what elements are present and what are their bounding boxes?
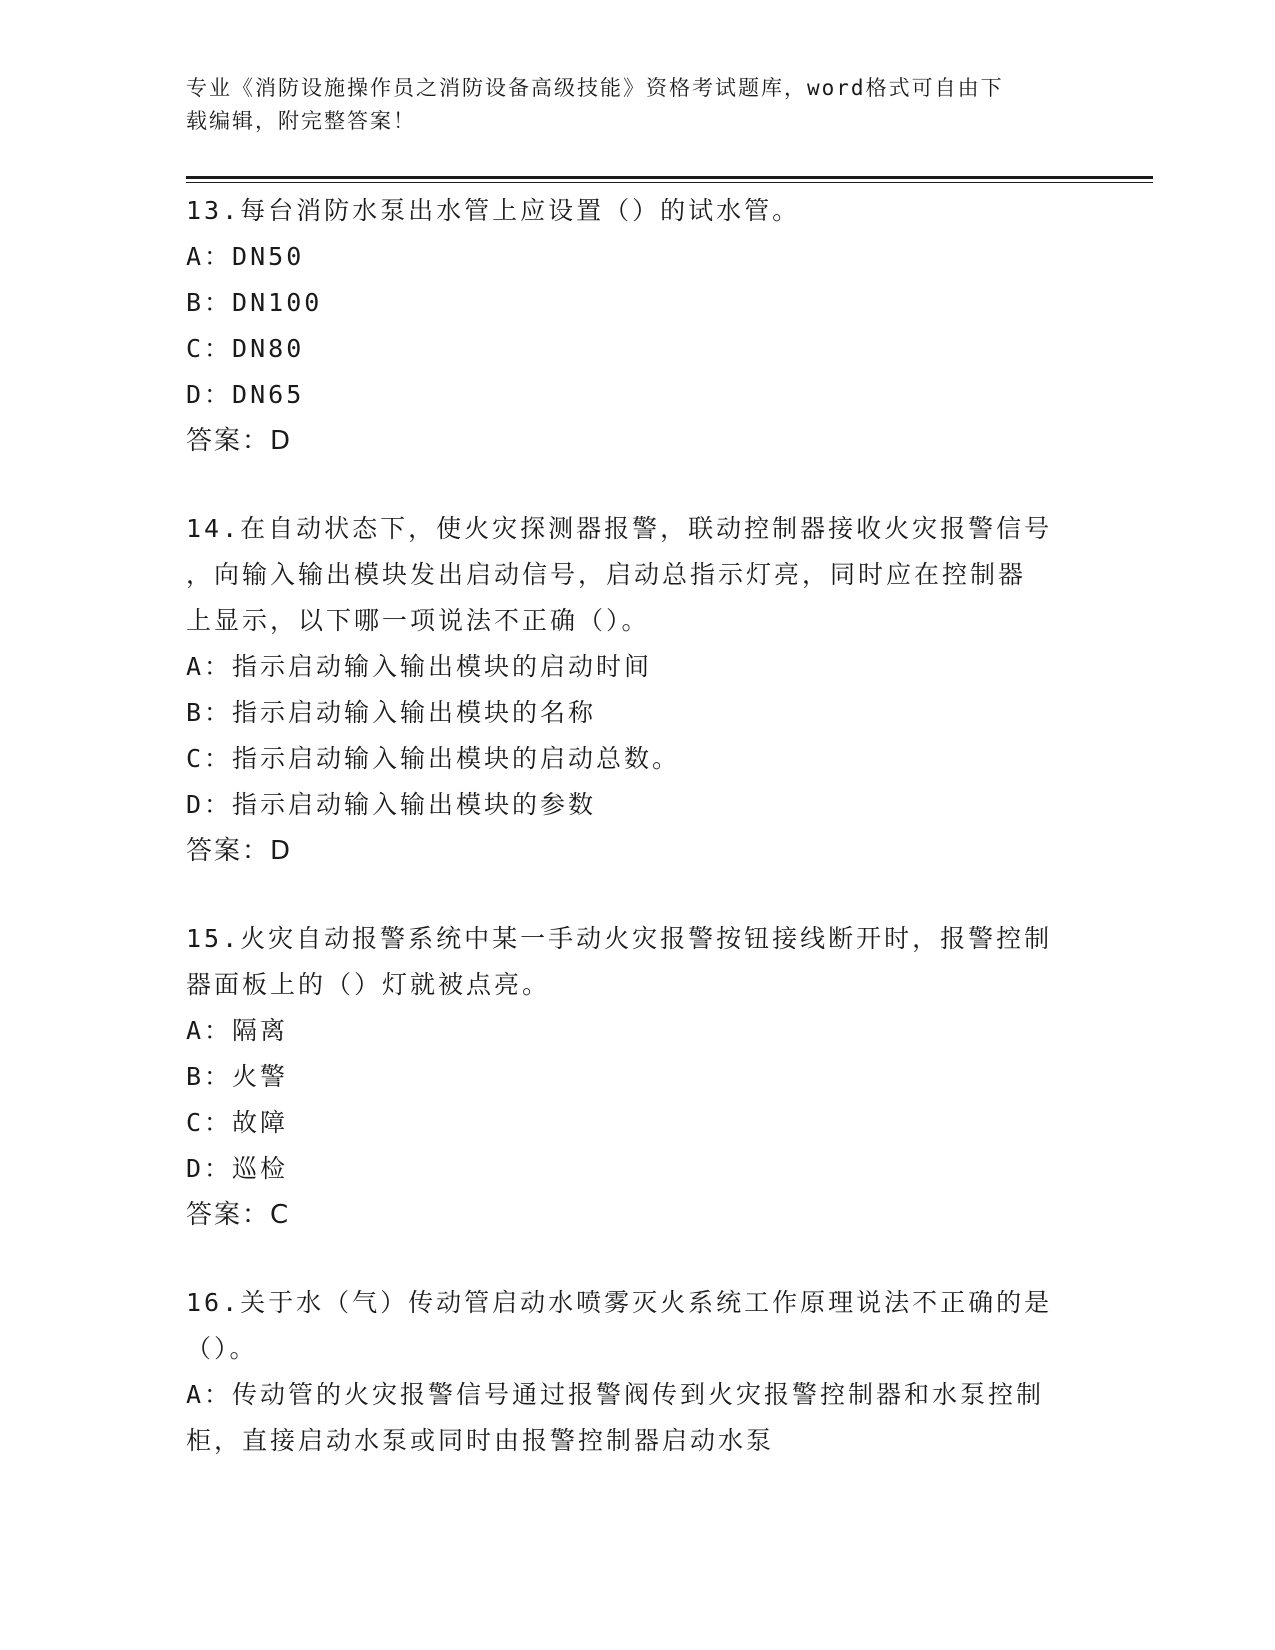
header-line-1: 专业《消防设施操作员之消防设备高级技能》资格考试题库，word格式可自由下	[186, 76, 1004, 100]
answer-option-line: C：DN80	[186, 334, 305, 363]
question-stem-line: （）。	[186, 1334, 258, 1363]
question-block	[186, 1280, 1086, 1464]
header-divider-thin	[186, 182, 1153, 183]
answer-option-line: B：DN100	[186, 288, 323, 317]
document-header	[186, 72, 1086, 138]
answer-option-line: D：DN65	[186, 380, 305, 409]
answer-option-line: B：火警	[186, 1062, 289, 1091]
answer-option-line: 柜，直接启动水泵或同时由报警控制器启动水泵	[186, 1426, 775, 1455]
question-block	[186, 506, 1086, 874]
question-stem-line: 15.火灾自动报警系统中某一手动火灾报警按钮接线断开时，报警控制	[186, 924, 1053, 953]
header-line-2: 载编辑，附完整答案！	[186, 109, 416, 133]
question-stem-line: 器面板上的（）灯就被点亮。	[186, 970, 551, 999]
answer-option-line: D：指示启动输入输出模块的参数	[186, 790, 597, 819]
question-stem-line: 上显示，以下哪一项说法不正确（）。	[186, 606, 650, 635]
answer-option-line: C：故障	[186, 1108, 289, 1137]
answer-key: 答案：C	[186, 1200, 291, 1230]
answer-option-line: A：指示启动输入输出模块的启动时间	[186, 652, 653, 681]
question-stem-line: ，向输入输出模块发出启动信号，启动总指示灯亮，同时应在控制器	[186, 560, 1027, 589]
question-stem-line: 14.在自动状态下，使火灾探测器报警，联动控制器接收火灾报警信号	[186, 514, 1053, 543]
answer-option-line: D：巡检	[186, 1154, 289, 1183]
answer-option-line: C：指示启动输入输出模块的启动总数。	[186, 744, 681, 773]
header-divider-thick	[186, 176, 1153, 179]
question-stem-line: 13.每台消防水泵出水管上应设置（）的试水管。	[186, 196, 801, 225]
question-block	[186, 188, 1086, 464]
answer-option-line: B：指示启动输入输出模块的名称	[186, 698, 597, 727]
answer-option-line: A：隔离	[186, 1016, 289, 1045]
question-block	[186, 916, 1086, 1238]
question-list	[186, 188, 1086, 1506]
answer-option-line: A：DN50	[186, 242, 305, 271]
answer-key: 答案：D	[186, 426, 293, 456]
answer-key: 答案：D	[186, 836, 293, 866]
answer-option-line: A：传动管的火灾报警信号通过报警阀传到火灾报警控制器和水泵控制	[186, 1380, 1045, 1409]
question-stem-line: 16.关于水（气）传动管启动水喷雾灭火系统工作原理说法不正确的是	[186, 1288, 1053, 1317]
